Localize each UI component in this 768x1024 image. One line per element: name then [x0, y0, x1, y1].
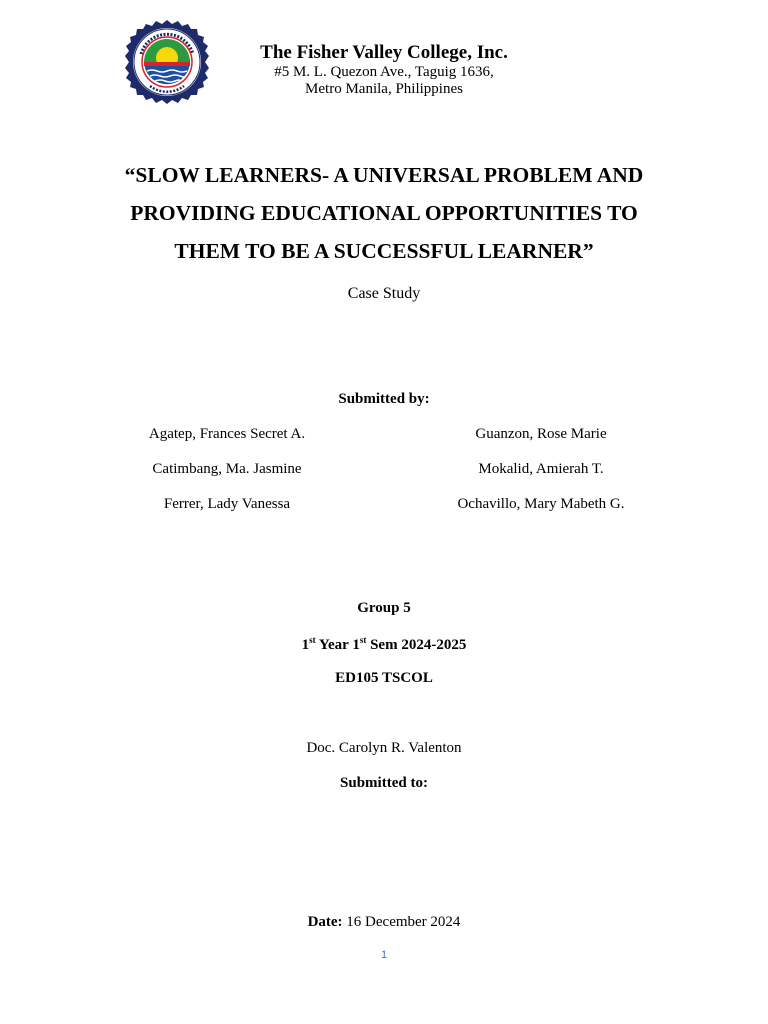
instructor-name: Doc. Carolyn R. Valenton — [306, 740, 462, 756]
address-line-2: Metro Manila, Philippines — [305, 81, 463, 97]
year-word: Year 1 — [315, 637, 360, 653]
member-name: Agatep, Frances Secret A. — [148, 426, 306, 442]
course-code: ED105 TSCOL — [335, 670, 433, 686]
subtitle: Case Study — [347, 285, 421, 302]
school-name: The Fisher Valley College, Inc. — [260, 42, 508, 63]
sem-term: Sem 2024-2025 — [366, 637, 467, 653]
submitted-by-label: Submitted by: — [338, 391, 430, 407]
date-value: 16 December 2024 — [342, 914, 461, 930]
member-name: Ochavillo, Mary Mabeth G. — [457, 496, 625, 512]
title-line-3: THEM TO BE A SUCCESSFUL LEARNER” — [174, 239, 594, 263]
member-name: Mokalid, Amierah T. — [478, 461, 604, 477]
document-title — [84, 156, 684, 270]
letterhead — [0, 42, 768, 98]
address-line-1: #5 M. L. Quezon Ave., Taguig 1636, — [274, 64, 494, 80]
submitted-to-label: Submitted to: — [340, 775, 428, 791]
group-label: Group 5 — [357, 600, 411, 616]
title-line-1: “SLOW LEARNERS- A UNIVERSAL PROBLEM AND — [124, 163, 644, 187]
year-number: 1 — [301, 637, 310, 653]
date-line — [0, 914, 768, 931]
member-name: Guanzon, Rose Marie — [475, 426, 607, 442]
year-sem-line — [0, 635, 768, 654]
page-number: 1 — [380, 949, 388, 961]
year-ordinal: st — [309, 635, 316, 645]
member-name: Catimbang, Ma. Jasmine — [152, 461, 302, 477]
sem-ordinal: st — [359, 635, 367, 645]
date-label: Date: — [307, 914, 343, 930]
member-name: Ferrer, Lady Vanessa — [163, 496, 291, 512]
title-line-2: PROVIDING EDUCATIONAL OPPORTUNITIES TO — [130, 201, 638, 225]
